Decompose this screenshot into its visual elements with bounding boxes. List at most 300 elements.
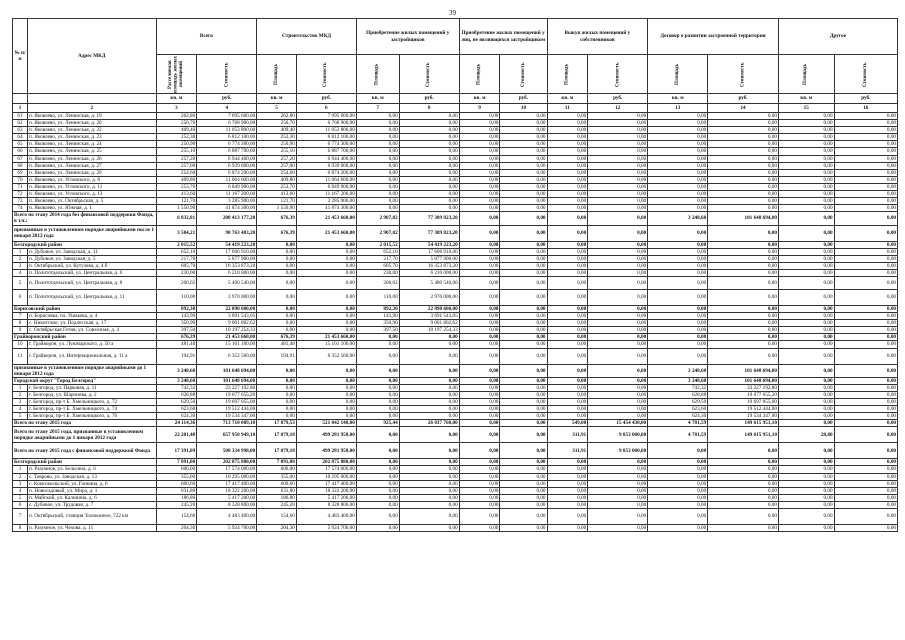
value-cell: 0,00: [500, 377, 547, 384]
value-cell: 0,00: [257, 255, 297, 262]
value-cell: 0,00: [588, 320, 648, 327]
value-cell: 0,00: [356, 473, 399, 480]
value-cell: 0,00: [834, 241, 897, 248]
value-cell: 0,00: [778, 127, 834, 134]
summary-row: [13, 443, 898, 459]
value-cell: 0,00: [588, 289, 648, 305]
value-cell: 2 970 000,00: [197, 289, 257, 305]
value-cell: 6 944 400,00: [197, 155, 257, 162]
value-cell: 0,00: [708, 127, 779, 134]
row-number: 5: [13, 276, 28, 289]
summary-label: Борисовский район: [13, 305, 157, 312]
value-cell: 409,40: [257, 127, 297, 134]
table-row: [13, 176, 898, 183]
value-cell: 311,91: [547, 427, 588, 443]
value-cell: 0,00: [648, 162, 708, 169]
value-cell: 0,00: [257, 305, 297, 312]
value-cell: 0,00: [459, 399, 500, 406]
value-cell: 0,00: [834, 487, 897, 494]
table-row: [13, 320, 898, 327]
address-cell: г. Грайворон, ул. Интернациональная, д. 11 а: [27, 348, 156, 364]
value-cell: 0,00: [296, 399, 356, 406]
value-cell: 19 697 055,00: [197, 399, 257, 406]
value-cell: 0,00: [459, 183, 500, 190]
value-cell: 0,00: [778, 399, 834, 406]
value-cell: 0,00: [399, 525, 459, 532]
value-cell: 6 887 700,00: [296, 148, 356, 155]
address-cell: п. Новосадовый, ул. Мира, д. 1: [27, 487, 156, 494]
value-cell: 17 079,18: [257, 427, 297, 443]
table-row: [13, 487, 898, 494]
value-cell: 0,00: [399, 334, 459, 341]
address-cell: с. Никитское, ул. Подлесская, д. 17: [27, 320, 156, 327]
sub-header: Стоимость: [197, 55, 257, 94]
value-cell: 0,00: [500, 205, 547, 212]
value-cell: 0,00: [356, 443, 399, 459]
row-number: 3: [13, 399, 28, 406]
value-cell: 110,00: [156, 289, 197, 305]
value-cell: 624,30: [156, 413, 197, 420]
value-cell: 0,00: [588, 501, 648, 508]
row-number: 62: [13, 120, 28, 127]
value-cell: 0,00: [399, 205, 459, 212]
value-cell: 0,00: [459, 341, 500, 348]
column-index-cell: 15: [778, 104, 834, 113]
value-cell: 0,00: [648, 341, 708, 348]
row-number: 4: [13, 406, 28, 413]
value-cell: 0,00: [588, 377, 648, 384]
value-cell: 0,00: [778, 334, 834, 341]
row-number: 10: [13, 341, 28, 348]
value-cell: 0,00: [296, 276, 356, 289]
value-cell: 0,00: [648, 155, 708, 162]
value-cell: 0,00: [500, 225, 547, 241]
table-row: [13, 269, 898, 276]
value-cell: 0,00: [459, 391, 500, 398]
value-cell: 0,00: [500, 406, 547, 413]
value-cell: 0,00: [834, 377, 897, 384]
value-cell: 0,00: [500, 198, 547, 205]
value-cell: 0,00: [834, 248, 897, 255]
value-cell: 0,00: [708, 141, 779, 148]
value-cell: 0,00: [296, 327, 356, 334]
value-cell: 6 812 100,00: [197, 134, 257, 141]
value-cell: 19 534 347,00: [708, 413, 779, 420]
value-cell: 0,00: [547, 377, 588, 384]
value-cell: 0,00: [459, 406, 500, 413]
value-cell: 0,00: [834, 289, 897, 305]
row-number: 1: [13, 466, 28, 473]
value-cell: 0,00: [834, 305, 897, 312]
row-number: 74: [13, 205, 28, 212]
value-cell: 0,00: [296, 377, 356, 384]
value-cell: 217,70: [156, 255, 197, 262]
row-number: 11: [13, 348, 28, 364]
column-index-cell: 8: [399, 104, 459, 113]
value-cell: 0,00: [547, 364, 588, 377]
value-cell: 0,00: [459, 443, 500, 459]
value-cell: 0,00: [547, 155, 588, 162]
value-cell: 0,00: [399, 466, 459, 473]
value-cell: 17 391,09: [156, 443, 197, 459]
unit-cell: руб.: [708, 94, 779, 104]
value-cell: 4 483 400,00: [197, 509, 257, 525]
value-cell: 0,00: [778, 162, 834, 169]
value-cell: 54 419 223,20: [399, 241, 459, 248]
value-cell: 0,00: [296, 248, 356, 255]
value-cell: 0,00: [257, 327, 297, 334]
summary-label: Белгородский район: [13, 241, 157, 248]
value-cell: 0,00: [356, 501, 399, 508]
value-cell: 0,00: [459, 212, 500, 225]
value-cell: 0,00: [547, 198, 588, 205]
value-cell: 0,00: [459, 205, 500, 212]
unit-cell: кв. м: [257, 94, 297, 104]
value-cell: 0,00: [708, 341, 779, 348]
value-cell: 0,00: [708, 205, 779, 212]
sub-header: Стоимость: [399, 55, 459, 94]
value-cell: 6 849 900,00: [197, 183, 257, 190]
value-cell: 0,00: [778, 169, 834, 176]
address-cell: п. Дубовое, ул. Заводская, д. 5: [27, 255, 156, 262]
value-cell: 0,00: [708, 276, 779, 289]
value-cell: 0,00: [459, 466, 500, 473]
value-cell: 0,00: [648, 443, 708, 459]
value-cell: 0,00: [778, 255, 834, 262]
address-cell: г. Белгород, пр-т Б. Хмельницкого, д. 74: [27, 406, 156, 413]
table-row: [13, 327, 898, 334]
value-cell: 10 295 000,00: [197, 473, 257, 480]
value-cell: 0,00: [459, 420, 500, 427]
value-cell: 624,30: [648, 413, 708, 420]
value-cell: 0,00: [500, 320, 547, 327]
value-cell: 0,00: [500, 255, 547, 262]
value-cell: 0,00: [500, 327, 547, 334]
table-row: [13, 289, 898, 305]
value-cell: 0,00: [547, 289, 588, 305]
value-cell: 0,00: [356, 487, 399, 494]
value-cell: 0,00: [648, 525, 708, 532]
value-cell: 0,00: [778, 176, 834, 183]
value-cell: 0,00: [500, 487, 547, 494]
table-row: [13, 205, 898, 212]
value-cell: 0,00: [399, 198, 459, 205]
value-cell: 9 053 000,00: [588, 443, 648, 459]
value-cell: 0,00: [588, 525, 648, 532]
row-number: 8: [13, 320, 28, 327]
sub-header: Стоимость: [296, 55, 356, 94]
value-cell: 0,00: [588, 327, 648, 334]
value-cell: 204,30: [257, 525, 297, 532]
value-cell: 0,00: [356, 509, 399, 525]
value-cell: 0,00: [834, 443, 897, 459]
value-cell: 350,90: [156, 320, 197, 327]
unit-cell: руб.: [197, 94, 257, 104]
value-cell: 0,00: [547, 406, 588, 413]
value-cell: 0,00: [459, 113, 500, 120]
value-cell: 0,00: [778, 487, 834, 494]
value-cell: 0,00: [588, 384, 648, 391]
summary-label: Всего по этапу 2015 года, признанные в установленном порядке аварийными до 1 января 2012 года: [13, 427, 157, 443]
value-cell: 0,00: [778, 348, 834, 364]
value-cell: 0,00: [459, 141, 500, 148]
value-cell: 0,00: [834, 348, 897, 364]
value-cell: 0,00: [399, 384, 459, 391]
value-cell: 0,00: [399, 341, 459, 348]
value-cell: 0,00: [399, 113, 459, 120]
value-cell: 0,00: [459, 191, 500, 198]
address-cell: г. Белгород, пр-т Б. Хмельницкого, д. 72: [27, 399, 156, 406]
value-cell: 0,00: [834, 341, 897, 348]
value-cell: 194,91: [257, 348, 297, 364]
value-cell: 0,00: [708, 480, 779, 487]
value-cell: 0,00: [708, 525, 779, 532]
value-cell: 143,90: [356, 313, 399, 320]
row-number: 5: [13, 413, 28, 420]
value-cell: 409,80: [257, 176, 297, 183]
value-cell: 11 064 600,00: [296, 176, 356, 183]
value-cell: 0,00: [399, 413, 459, 420]
value-cell: 0,00: [500, 176, 547, 183]
value-cell: 0,00: [588, 162, 648, 169]
value-cell: 0,00: [459, 427, 500, 443]
table-row: [13, 141, 898, 148]
value-cell: 101 648 694,00: [197, 377, 257, 384]
value-cell: 713 710 089,10: [197, 420, 257, 427]
value-cell: 0,00: [778, 262, 834, 269]
value-cell: 0,00: [459, 120, 500, 127]
value-cell: 200,02: [356, 276, 399, 289]
value-cell: 0,00: [778, 459, 834, 466]
value-cell: 5 400 540,00: [399, 276, 459, 289]
row-number: 67: [13, 155, 28, 162]
value-cell: 0,00: [356, 155, 399, 162]
address-cell: п. Политотдельский, ул. Центральная, д. 11: [27, 289, 156, 305]
address-cell: п. Майский, ул. Калинина, д. 6: [27, 494, 156, 501]
table-body: [13, 113, 898, 532]
value-cell: 0,00: [648, 320, 708, 327]
value-cell: 0,00: [588, 155, 648, 162]
value-cell: 101 648 694,00: [708, 377, 779, 384]
value-cell: 17 574 000,00: [197, 466, 257, 473]
value-cell: 652,10: [356, 248, 399, 255]
unit-cell: руб.: [588, 94, 648, 104]
value-cell: 0,00: [547, 276, 588, 289]
value-cell: 0,00: [708, 120, 779, 127]
value-cell: 409,80: [156, 176, 197, 183]
value-cell: 0,00: [648, 148, 708, 155]
value-cell: 0,00: [399, 162, 459, 169]
value-cell: 0,00: [588, 134, 648, 141]
value-cell: 0,00: [588, 391, 648, 398]
value-cell: 0,00: [834, 255, 897, 262]
row-number: 5: [13, 494, 28, 501]
value-cell: 0,00: [257, 399, 297, 406]
value-cell: 0,00: [356, 364, 399, 377]
value-cell: 0,00: [778, 525, 834, 532]
table-row: [13, 384, 898, 391]
value-cell: 0,00: [778, 269, 834, 276]
table-row: [13, 391, 898, 398]
address-cell: п. Разумное, ул. Чехова, д. 11: [27, 525, 156, 532]
column-index-cell: 4: [197, 104, 257, 113]
value-cell: 101 648 694,00: [708, 364, 779, 377]
value-cell: 0,00: [356, 113, 399, 120]
address-cell: г. Белгород, пр-т Б. Хмельницкого, д. 76: [27, 413, 156, 420]
value-cell: 0,00: [356, 334, 399, 341]
value-cell: 0,00: [500, 120, 547, 127]
value-cell: 0,00: [296, 413, 356, 420]
value-cell: 0,00: [648, 305, 708, 312]
value-cell: 0,00: [547, 248, 588, 255]
value-cell: 0,00: [708, 320, 779, 327]
value-cell: 0,00: [399, 134, 459, 141]
value-cell: 0,00: [648, 473, 708, 480]
table-row: [13, 399, 898, 406]
value-cell: 0,00: [500, 466, 547, 473]
column-index-cell: 12: [588, 104, 648, 113]
value-cell: 2 907,82: [356, 225, 399, 241]
value-cell: 676,39: [257, 212, 297, 225]
col-header-num: № п/п: [13, 19, 28, 94]
value-cell: 0,00: [588, 241, 648, 248]
value-cell: 0,00: [500, 305, 547, 312]
value-cell: 253,70: [257, 183, 297, 190]
value-cell: 0,00: [778, 384, 834, 391]
value-cell: 0,00: [547, 313, 588, 320]
value-cell: 7 095 600,00: [197, 113, 257, 120]
value-cell: 3 285 900,00: [296, 198, 356, 205]
table-row: [13, 162, 898, 169]
value-cell: 0,00: [648, 334, 708, 341]
value-cell: 0,00: [588, 466, 648, 473]
value-cell: 0,00: [547, 384, 588, 391]
value-cell: 0,00: [648, 248, 708, 255]
value-cell: 0,00: [778, 248, 834, 255]
sub-header: Расселяемая площадь жилых помещений: [156, 55, 197, 94]
value-cell: 0,00: [588, 191, 648, 198]
value-cell: 3 248,60: [648, 377, 708, 384]
summary-row: [13, 241, 898, 248]
table-row: [13, 255, 898, 262]
address-cell: с. Октябрьская Готня, ул. Совхозная, д. 4: [27, 327, 156, 334]
summary-label: Всего по этапу 2014 года без финансовой поддержки Фонда, в т.ч.:: [13, 212, 157, 225]
value-cell: 186,80: [156, 494, 197, 501]
value-cell: 3 248,60: [648, 364, 708, 377]
value-cell: 0,00: [547, 255, 588, 262]
row-number: 2: [13, 473, 28, 480]
value-cell: 250,70: [257, 120, 297, 127]
value-cell: 0,00: [356, 525, 399, 532]
value-cell: 0,00: [257, 384, 297, 391]
value-cell: 0,00: [356, 205, 399, 212]
value-cell: 0,00: [257, 364, 297, 377]
table-row: [13, 466, 898, 473]
value-cell: 0,00: [500, 155, 547, 162]
value-cell: 409,40: [156, 127, 197, 134]
value-cell: 0,00: [399, 191, 459, 198]
value-cell: 253,70: [156, 183, 197, 190]
address-cell: п. Яковлево, ул. Ленинская, д. 26: [27, 155, 156, 162]
value-cell: 623,60: [648, 406, 708, 413]
value-cell: 481,48: [156, 341, 197, 348]
value-cell: 0,00: [834, 427, 897, 443]
value-cell: 0,00: [500, 241, 547, 248]
value-cell: 0,00: [778, 377, 834, 384]
value-cell: 0,00: [500, 494, 547, 501]
value-cell: 0,00: [708, 334, 779, 341]
value-cell: 257,20: [156, 155, 197, 162]
column-index-cell: 3: [156, 104, 197, 113]
value-cell: 0,00: [778, 183, 834, 190]
value-cell: 0,00: [708, 313, 779, 320]
value-cell: 0,00: [778, 341, 834, 348]
value-cell: 499 281 958,00: [296, 443, 356, 459]
value-cell: 0,00: [588, 120, 648, 127]
value-cell: 0,00: [648, 262, 708, 269]
value-cell: 17 417 400,00: [197, 480, 257, 487]
value-cell: 629,50: [156, 399, 197, 406]
value-cell: 0,00: [778, 155, 834, 162]
table-row: [13, 248, 898, 255]
value-cell: 245,20: [156, 501, 197, 508]
value-cell: 0,00: [257, 406, 297, 413]
value-cell: 121,70: [257, 198, 297, 205]
value-cell: 0,00: [257, 377, 297, 384]
value-cell: 0,00: [648, 205, 708, 212]
column-index-row: [13, 104, 898, 113]
value-cell: 0,00: [547, 262, 588, 269]
value-cell: 18 322 200,00: [197, 487, 257, 494]
value-cell: 154,60: [156, 509, 197, 525]
table-row: [13, 473, 898, 480]
value-cell: 110,00: [356, 289, 399, 305]
column-index-cell: 5: [257, 104, 297, 113]
value-cell: 2 970 000,00: [399, 289, 459, 305]
value-cell: 24 114,36: [156, 420, 197, 427]
value-cell: 77 309 823,20: [399, 225, 459, 241]
value-cell: 0,00: [459, 155, 500, 162]
value-cell: 0,00: [399, 155, 459, 162]
value-cell: 0,00: [500, 473, 547, 480]
value-cell: 0,00: [778, 141, 834, 148]
value-cell: 0,00: [500, 127, 547, 134]
group-header: Всего: [156, 19, 257, 55]
value-cell: 0,00: [356, 459, 399, 466]
value-cell: 6 774 300,00: [197, 141, 257, 148]
value-cell: 0,00: [459, 348, 500, 364]
units-row: [13, 94, 898, 104]
value-cell: 0,00: [708, 169, 779, 176]
unit-cell: кв. м: [156, 94, 197, 104]
value-cell: 0,00: [500, 313, 547, 320]
value-cell: 0,00: [708, 289, 779, 305]
value-cell: 0,00: [834, 399, 897, 406]
value-cell: 5 417 200,00: [197, 494, 257, 501]
value-cell: 6 352 560,00: [197, 348, 257, 364]
address-cell: г. Грайворон, ул. Луначарского, д. 50 а: [27, 341, 156, 348]
value-cell: 217,70: [356, 255, 399, 262]
value-cell: 0,00: [356, 198, 399, 205]
value-cell: 0,00: [296, 406, 356, 413]
value-cell: 355,00: [156, 473, 197, 480]
value-cell: 0,00: [648, 269, 708, 276]
value-cell: 6 874 200,00: [296, 169, 356, 176]
value-cell: 0,00: [356, 148, 399, 155]
value-cell: 0,00: [356, 183, 399, 190]
value-cell: 1 550,90: [257, 205, 297, 212]
address-cell: п. Политотдельский, ул. Центральная, д. 6: [27, 269, 156, 276]
